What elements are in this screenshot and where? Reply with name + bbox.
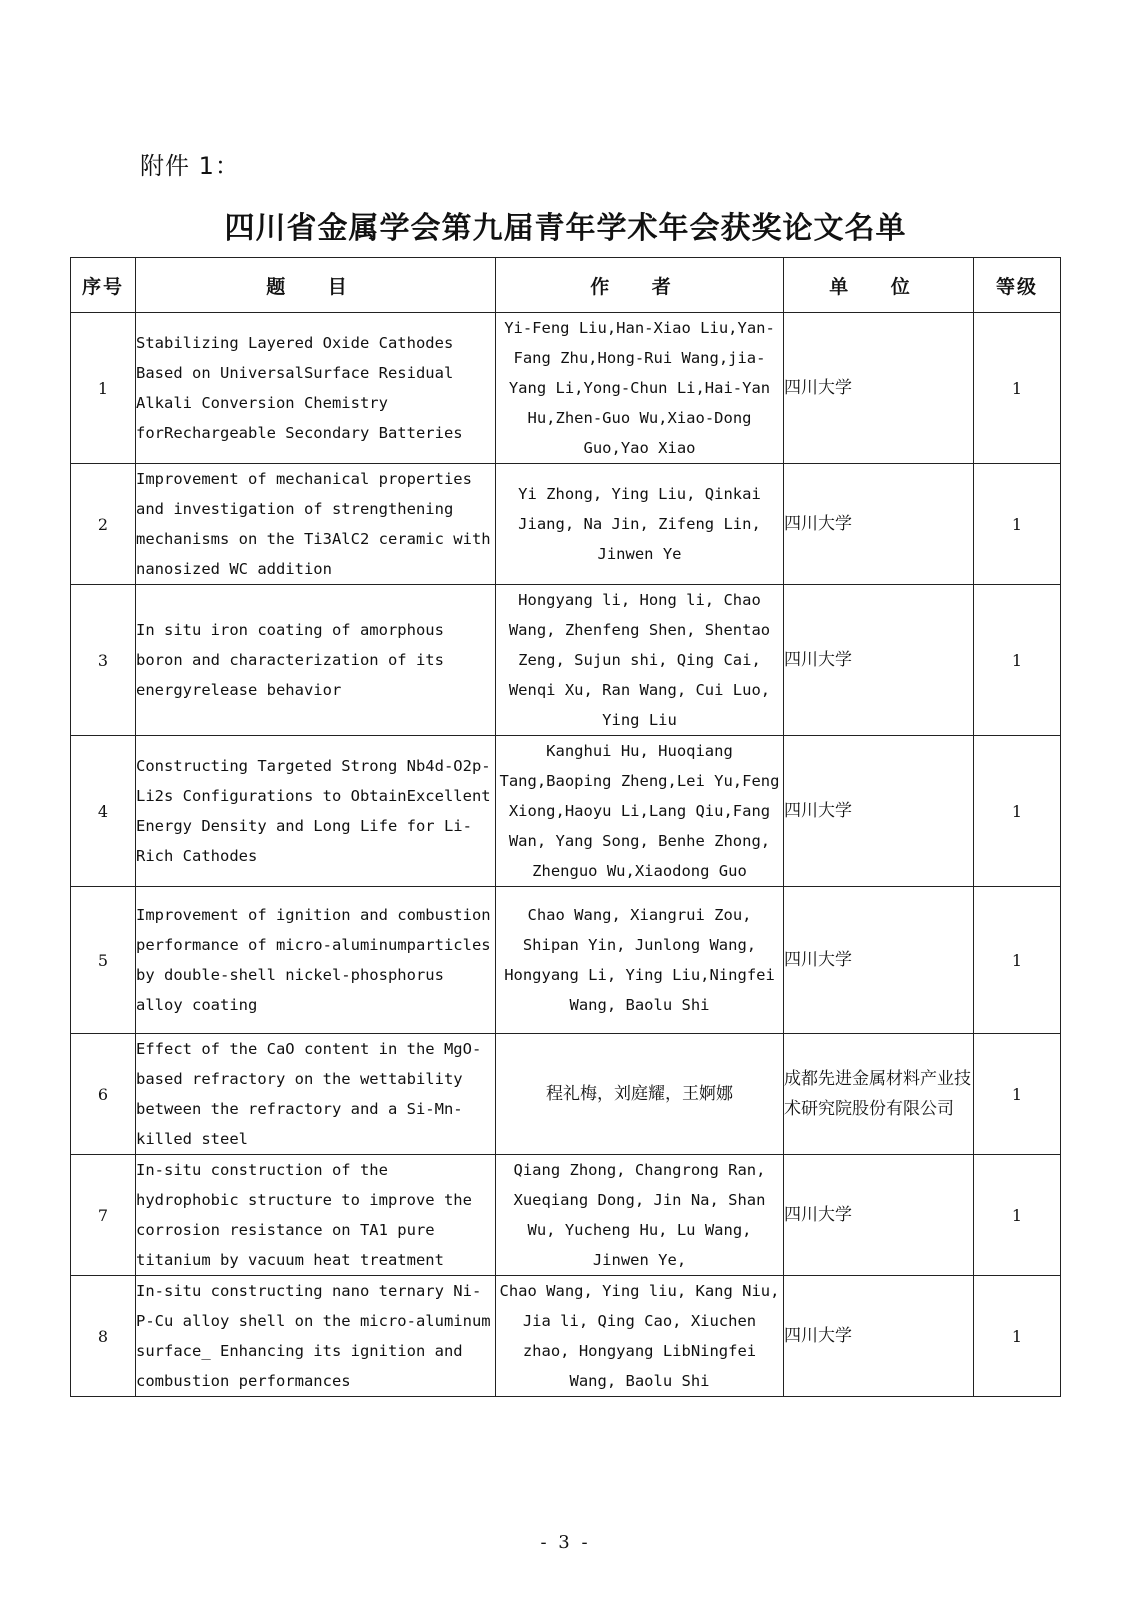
paper-title: In-situ constructing nano ternary Ni-P-Cu alloy shell on the micro-aluminum surface_ Enhancing its ignition and combustion performances xyxy=(136,1276,496,1397)
paper-unit: 四川大学 xyxy=(784,1155,974,1276)
table-row xyxy=(71,1034,1061,1155)
paper-grade: 1 xyxy=(974,585,1061,736)
row-index: 8 xyxy=(71,1276,136,1397)
paper-authors: Qiang Zhong, Changrong Ran, Xueqiang Dong, Jin Na, Shan Wu, Yucheng Hu, Lu Wang, Jinwen Ye, xyxy=(496,1155,784,1276)
row-index: 3 xyxy=(71,585,136,736)
header-authors: 作 者 xyxy=(496,258,784,313)
paper-title: In-situ construction of the hydrophobic structure to improve the corrosion resistance on TA1 pure titanium by vacuum heat treatment xyxy=(136,1155,496,1276)
paper-title: In situ iron coating of amorphous boron and characterization of its energyrelease behavior xyxy=(136,585,496,736)
row-index: 4 xyxy=(71,736,136,887)
table-row xyxy=(71,736,1061,887)
row-index: 1 xyxy=(71,313,136,464)
paper-grade: 1 xyxy=(974,1276,1061,1397)
row-index: 7 xyxy=(71,1155,136,1276)
table-header-row xyxy=(71,258,1061,313)
header-unit: 单 位 xyxy=(784,258,974,313)
row-index: 5 xyxy=(71,887,136,1034)
paper-grade: 1 xyxy=(974,887,1061,1034)
paper-unit: 四川大学 xyxy=(784,1276,974,1397)
paper-authors: Chao Wang, Ying liu, Kang Niu, Jia li, Qing Cao, Xiuchen zhao, Hongyang LibNingfei Wang, Baolu Shi xyxy=(496,1276,784,1397)
attachment-label: 附件 1： xyxy=(140,152,240,180)
paper-unit: 成都先进金属材料产业技术研究院股份有限公司 xyxy=(784,1034,974,1155)
table-row xyxy=(71,464,1061,585)
table-row xyxy=(71,585,1061,736)
paper-grade: 1 xyxy=(974,464,1061,585)
paper-unit: 四川大学 xyxy=(784,585,974,736)
header-grade: 等级 xyxy=(974,258,1061,313)
table-row xyxy=(71,313,1061,464)
page-number: - 3 - xyxy=(540,1532,591,1553)
paper-authors: Yi-Feng Liu,Han-Xiao Liu,Yan-Fang Zhu,Hong-Rui Wang,jia-Yang Li,Yong-Chun Li,Hai-Yan Hu,Zhen-Guo Wu,Xiao-Dong Guo,Yao Xiao xyxy=(496,313,784,464)
header-title: 题 目 xyxy=(136,258,496,313)
paper-title: Improvement of ignition and combustion performance of micro-aluminumparticles by double-shell nickel-phosphorus alloy coating xyxy=(136,887,496,1034)
paper-grade: 1 xyxy=(974,1034,1061,1155)
paper-grade: 1 xyxy=(974,1155,1061,1276)
paper-unit: 四川大学 xyxy=(784,313,974,464)
paper-title: Effect of the CaO content in the MgO-based refractory on the wettability between the refractory and a Si-Mn-killed steel xyxy=(136,1034,496,1155)
paper-authors: Yi Zhong, Ying Liu, Qinkai Jiang, Na Jin, Zifeng Lin, Jinwen Ye xyxy=(496,464,784,585)
header-index: 序号 xyxy=(71,258,136,313)
paper-unit: 四川大学 xyxy=(784,887,974,1034)
paper-authors: Chao Wang, Xiangrui Zou, Shipan Yin, Junlong Wang, Hongyang Li, Ying Liu,Ningfei Wang, Baolu Shi xyxy=(496,887,784,1034)
table-row xyxy=(71,1155,1061,1276)
paper-authors: Hongyang li, Hong li, Chao Wang, Zhenfeng Shen, Shentao Zeng, Sujun shi, Qing Cai, Wenqi Xu, Ran Wang, Cui Luo, Ying Liu xyxy=(496,585,784,736)
row-index: 6 xyxy=(71,1034,136,1155)
paper-title: Constructing Targeted Strong Nb4d-O2p-Li2s Configurations to ObtainExcellent Energy Density and Long Life for Li-Rich Cathodes xyxy=(136,736,496,887)
paper-unit: 四川大学 xyxy=(784,736,974,887)
document-title: 四川省金属学会第九届青年学术年会获奖论文名单 xyxy=(224,211,907,246)
table-row xyxy=(71,1276,1061,1397)
paper-title: Improvement of mechanical properties and investigation of strengthening mechanisms on the Ti3AlC2 ceramic with nanosized WC addition xyxy=(136,464,496,585)
table-row xyxy=(71,887,1061,1034)
paper-grade: 1 xyxy=(974,313,1061,464)
paper-title: Stabilizing Layered Oxide Cathodes Based on UniversalSurface Residual Alkali Conversion Chemistry forRechargeable Secondary Batteries xyxy=(136,313,496,464)
paper-grade: 1 xyxy=(974,736,1061,887)
paper-authors: Kanghui Hu, Huoqiang Tang,Baoping Zheng,Lei Yu,Feng Xiong,Haoyu Li,Lang Qiu,Fang Wan, Yang Song, Benhe Zhong, Zhenguo Wu,Xiaodong Guo xyxy=(496,736,784,887)
paper-unit: 四川大学 xyxy=(784,464,974,585)
paper-authors: 程礼梅，刘庭耀，王婀娜 xyxy=(496,1034,784,1155)
awards-table xyxy=(70,257,1061,1397)
row-index: 2 xyxy=(71,464,136,585)
